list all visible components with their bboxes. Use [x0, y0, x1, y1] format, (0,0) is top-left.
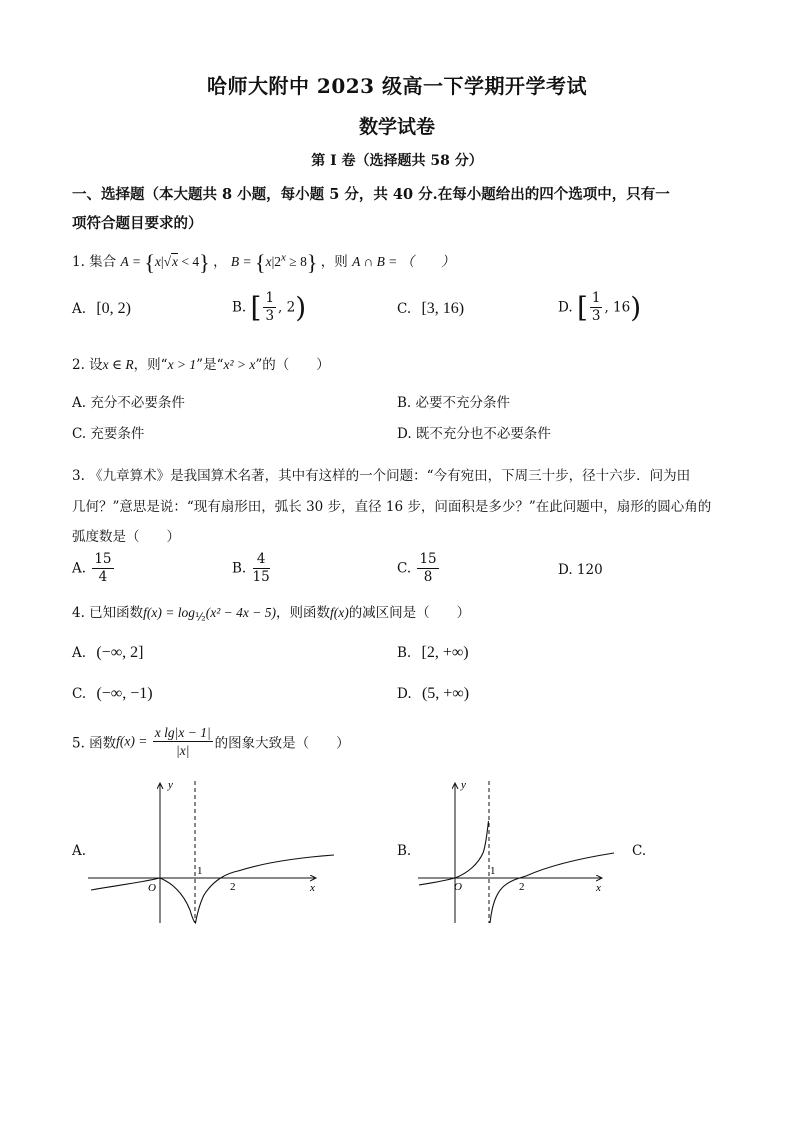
q4-option-b[interactable]: [397, 644, 469, 662]
q1-option-c[interactable]: [397, 300, 464, 318]
q1-option-b[interactable]: B. [ $\frac{1}{3}$ , 2): [232, 290, 307, 324]
tick-label-1: 1: [197, 865, 203, 877]
option-label: C.: [397, 560, 412, 577]
q4-prefix: 4. 已知函数: [72, 605, 144, 621]
option-label: C.: [72, 686, 87, 702]
fraction-denominator: 3: [591, 308, 601, 324]
option-value: (−∞, −1): [96, 685, 153, 702]
tick-label-2: 2: [230, 881, 236, 893]
origin-label: O: [454, 881, 462, 893]
option-label: B.: [232, 560, 247, 577]
question-3-line1: 3. 《九章算术》是我国算术名著，其中有这样的一个问题：“今有宛田，下周三十步，径十六步．问为田: [72, 468, 691, 484]
fraction-numerator: x lg|x − 1|: [154, 725, 211, 740]
option-value: (5, +∞): [421, 685, 470, 702]
q2-text: 2. 设: [72, 357, 103, 373]
q2-option-a[interactable]: A. 充分不必要条件: [72, 395, 185, 411]
y-label: y: [461, 779, 466, 791]
set-b-rest: ≥ 8: [285, 254, 307, 270]
q1-ask: A ∩ B = （ ）: [352, 254, 455, 270]
option-value: [2, +∞): [421, 644, 469, 661]
q1-option-a[interactable]: [72, 300, 131, 318]
q2-text: ”的（ ）: [255, 357, 330, 373]
q4-log-base: ½: [195, 610, 206, 624]
q4-mid: ，则函数: [275, 605, 330, 621]
x-label: x: [596, 882, 601, 894]
fraction-denominator: 4: [98, 569, 108, 585]
q2-text: ，则“: [133, 357, 168, 373]
q5-graph-a[interactable]: [88, 775, 340, 925]
fraction-numerator: 15: [94, 551, 112, 567]
q5-graph-b[interactable]: [416, 775, 616, 925]
q3-option-d[interactable]: D. 120: [558, 562, 603, 578]
option-label: D.: [558, 299, 573, 316]
set-b-exp: x: [281, 251, 286, 264]
option-value: [0, 2): [96, 300, 131, 317]
set-a-cond: < 4: [178, 254, 200, 270]
tick-label-1: 1: [490, 865, 496, 877]
q5-suffix: 的图象大致是（ ）: [214, 735, 350, 752]
q4-suffix: 的减区间是（ ）: [348, 605, 471, 621]
question-4-stem: [72, 601, 470, 624]
fraction-numerator: 4: [253, 551, 270, 569]
q4-option-a[interactable]: [72, 644, 143, 662]
option-rest: , 16: [604, 299, 631, 316]
tick-label-2: 2: [519, 881, 525, 893]
fraction-denominator: 15: [252, 569, 270, 585]
option-label: A.: [72, 560, 87, 577]
fraction-denominator: 8: [423, 569, 433, 585]
q1-prefix: 1. 集合: [72, 254, 117, 271]
option-label: A.: [72, 301, 87, 317]
q2-option-d[interactable]: D. 既不充分也不必要条件: [397, 426, 551, 442]
set-b-lhs: B =: [230, 254, 255, 270]
question-2-stem: [72, 353, 330, 373]
question-5-stem: [72, 724, 350, 759]
fraction-denominator: |x|: [176, 743, 190, 758]
option-label: B.: [397, 645, 412, 661]
q5-option-c-label[interactable]: C.: [632, 843, 647, 859]
set-b-definition: $B = \{x|2^x \ge 8\}$: [230, 250, 318, 275]
page-subtitle: 数学试卷: [358, 116, 435, 138]
section-instructions-line2: 项符合题目要求的）: [72, 215, 203, 232]
question-3-line2: 几何？”意思是说：“现有扇形田，弧长 30 步，直径 16 步，问面积是多少？”在此问题中，扇形的圆心角的: [72, 499, 712, 515]
fraction-numerator: 1: [265, 290, 275, 306]
q1-suffix: ，则: [320, 254, 348, 271]
q5-func: f(x) =: [116, 733, 151, 749]
q3-option-c[interactable]: [397, 551, 441, 586]
option-label: C.: [397, 301, 412, 317]
set-b-base: 2: [274, 254, 282, 270]
x-label: x: [310, 882, 315, 894]
q5-prefix: 5. 函数: [72, 735, 117, 752]
q4-func: f(x) = log: [143, 605, 196, 620]
q2-option-c[interactable]: C. 充要条件: [72, 426, 145, 442]
set-a-lhs: A =: [120, 254, 145, 270]
q5-option-b-label[interactable]: B.: [397, 843, 412, 859]
question-3-line3: 弧度数是（ ）: [72, 529, 180, 545]
option-label: A.: [72, 645, 87, 661]
option-label: B.: [232, 299, 247, 316]
q2-math: x ∈ R: [102, 357, 134, 372]
section-instructions-line1: 一、选择题（本大题共 8 小题，每小题 5 分，共 40 分.在每小题给出的四个选项中，只有一: [72, 186, 670, 203]
y-label: y: [168, 779, 173, 791]
q2-math: x² > x: [223, 357, 256, 372]
q4-option-d[interactable]: [397, 685, 469, 703]
q4-arg: (x² − 4x − 5): [205, 605, 276, 620]
function-curve: [91, 855, 334, 923]
fraction-numerator: 1: [591, 290, 601, 306]
page-title: 哈师大附中 2023 级高一下学期开学考试: [206, 74, 588, 98]
q4-func2: f(x): [329, 605, 349, 620]
set-a-var: x: [154, 254, 161, 270]
q2-option-b[interactable]: B. 必要不充分条件: [397, 395, 511, 411]
q2-text: ”是“: [196, 357, 224, 373]
option-label: D.: [397, 686, 412, 702]
option-rest: , 2: [278, 299, 296, 316]
option-value: (−∞, 2]: [96, 644, 144, 661]
origin-label: O: [148, 882, 156, 894]
function-curve-left: [419, 821, 489, 885]
question-1-stem: 1. 集合 A = {x|√x < 4} ， $B = \{x|2^x \ge 8\}$ ，则 A ∩ B = （ ）: [72, 250, 455, 275]
fraction-numerator: 15: [419, 551, 437, 567]
q3-option-a[interactable]: [72, 551, 116, 586]
q1-option-d[interactable]: D. [ $\frac{1}{3}$ , 16): [558, 290, 642, 324]
fraction-denominator: 3: [265, 308, 275, 324]
option-value: [3, 16): [421, 300, 465, 317]
set-a-bar: |: [160, 254, 164, 270]
set-a-definition: A = {x|√x < 4}: [120, 250, 210, 275]
q2-math: x > 1: [167, 357, 197, 372]
set-a-sqrt: x: [172, 254, 179, 270]
q4-option-c[interactable]: [72, 685, 153, 703]
part-heading: 第 I 卷（选择题共 58 分）: [311, 153, 483, 169]
set-b-var: x: [265, 254, 272, 270]
q3-option-b[interactable]: [232, 551, 272, 586]
q5-option-a-label[interactable]: A.: [72, 843, 87, 859]
